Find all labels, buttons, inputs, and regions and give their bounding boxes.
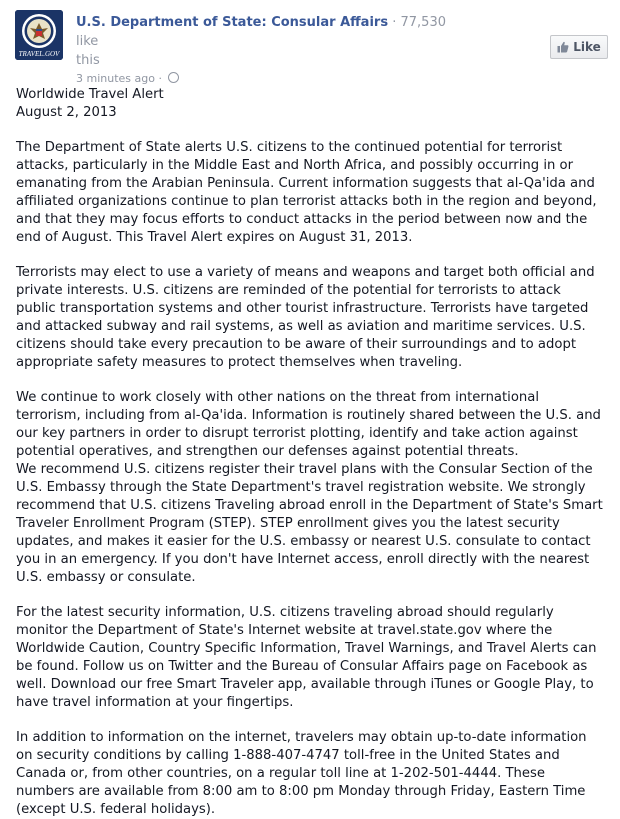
avatar-caption: TRAVEL.GOV [18, 50, 60, 58]
likes-count: 77,530 like [76, 15, 446, 49]
timestamp-link[interactable]: 3 minutes ago [76, 72, 155, 85]
post-paragraph: We continue to work closely with other nations on the threat from international terrorism, including from al-Qa'ida. Information is routinely shared between the U.S. and our key partners in order to disrupt terrorist plotting, identify and take action against potential operatives, and strengthen our defenses against potential threats. [16, 390, 601, 459]
post-header [0, 0, 620, 85]
timestamp-row [76, 71, 466, 87]
separator: · [392, 15, 397, 30]
alert-heading [16, 86, 604, 122]
post-paragraph: We recommend U.S. citizens register their travel plans with the Consular Section of the U.S. Embassy through the State Department's travel registration website. We strongly recommend that U.S. citizens Traveling abroad enroll in the Department of State's Smart Traveler Enrollment Program (STEP). STEP enrollment gives you the latest security updates, and makes it easier for the U.S. embassy or nearest U.S. consulate to contact you in an emergency. If you don't have Internet access, enroll directly with the nearest U.S. embassy or consulate. [16, 462, 603, 585]
page-name-link[interactable]: U.S. Department of State: Consular Affairs [76, 15, 389, 30]
post-paragraph: Terrorists may elect to use a variety of means and weapons and target both official and private interests. U.S. citizens are reminded of the potential for terrorists to attack public transportation systems and other tourist infrastructure. Terrorists have targeted and attacked subway and rail systems, as well as aviation and maritime services. U.S. citizens should take every precaution to be aware of their surroundings and to adopt appropriate safety measures to protect themselves when traveling. [16, 265, 595, 370]
like-button-label: Like [573, 40, 601, 54]
post-body [0, 86, 620, 819]
likes-suffix: this [76, 53, 100, 68]
alert-date: August 2, 2013 [16, 105, 117, 120]
like-button[interactable] [550, 35, 608, 59]
time-separator: · [158, 72, 162, 85]
department-seal-icon [15, 10, 63, 60]
thumbs-up-icon [557, 41, 569, 53]
page-line [76, 13, 466, 70]
post-paragraph: The Department of State alerts U.S. citizens to the continued potential for terrorist attacks, particularly in the Middle East and North Africa, and possibly occurring in or emanating from the Arabian Peninsula. Current information suggests that al-Qa'ida and affiliated organizations continue to plan terrorist attacks both in the region and beyond, and that they may focus efforts to conduct attacks in the period between now and the end of August. This Travel Alert expires on August 31, 2013. [16, 140, 597, 245]
globe-icon [168, 72, 179, 83]
avatar[interactable] [15, 10, 63, 60]
post-meta [76, 13, 466, 87]
alert-title: Worldwide Travel Alert [16, 87, 164, 102]
post-paragraph: In addition to information on the internet, travelers may obtain up-to-date information on security conditions by calling 1-888-407-4747 toll-free in the United States and Canada or, from other countries, on a regular toll line at 1-202-501-4444. These numbers are available from 8:00 am to 8:00 pm Monday through Friday, Eastern Time (except U.S. federal holidays). [16, 730, 587, 817]
post-paragraph: For the latest security information, U.S. citizens traveling abroad should regularly monitor the Department of State's Internet website at travel.state.gov where the Worldwide Caution, Country Specific Information, Travel Warnings, and Travel Alerts can be found. Follow us on Twitter and the Bureau of Consular Affairs page on Facebook as well. Download our free Smart Traveler app, available through iTunes or Google Play, to have travel information at your fingertips. [16, 605, 597, 710]
